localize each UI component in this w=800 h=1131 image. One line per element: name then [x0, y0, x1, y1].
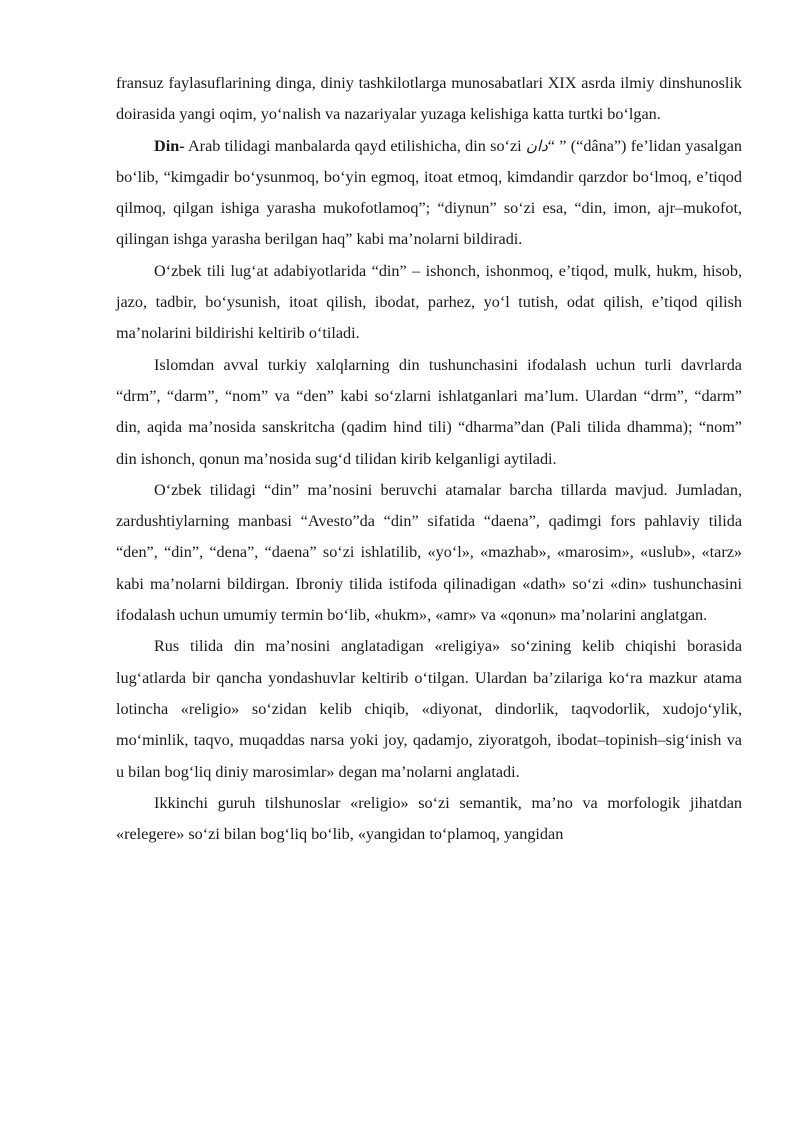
paragraph-5: O‘zbek tilidagi “din” ma’nosini beruvchi atamalar barcha tillarda mavjud. Jumladan, zardushtiylarning manbasi “Avesto”da “din” sifatida “daena”, qadimgi fors pahlaviy tilida “den”, “din”, “dena”, “daena” so‘zi ishlatilib, «yo‘l», «mazhab», «marosim», «uslub», «tarz» kabi ma’nolarni bildirgan. Ibroniy tilida istifoda qilinadigan «dath» so‘zi «din» tushunchasini ifodalash uchun umumiy termin bo‘lib, «hukm», «amr» va «qonun» ma’nolarini anglatgan. — [116, 480, 742, 625]
paragraph-7: Ikkinchi guruh tilshunoslar «religio» so‘zi semantik, ma’no va morfologik jihatdan «relegere» so‘zi bilan bog‘liq bo‘lib, «yangidan to‘plamoq, yangidan — [116, 793, 742, 844]
paragraph-3: O‘zbek tili lug‘at adabiyotlarida “din” – ishonch, ishonmoq, e’tiqod, mulk, hukm, hisob, jazo, tadbir, bo‘ysunish, itoat qilish, ibodat, parhez, yo‘l tutish, odat qilish, e’tiqod qilish ma’nolarini bildirishi keltirib o‘tiladi. — [116, 261, 742, 343]
term-din: Din- — [154, 136, 185, 155]
paragraph-2 — [116, 131, 742, 256]
paragraph-2-text-b: “ ” (“dâna”) fe’lidan yasalgan bo‘lib, “kimgadir bo‘ysunmoq, bo‘yin egmoq, itoat etmoq, kimdandir qarzdor bo‘lmoq, e’tiqod qilmoq, qilgan ishiga yarasha mukofotlamoq”; “diynun” so‘zi esa, “din, imon, ajr–mukofot, qilingan ishga yarasha berilgan haq” kabi ma’nolarni bildiradi. — [116, 136, 742, 249]
document-page — [116, 68, 742, 850]
paragraph-1: fransuz faylasuflarining dinga, diniy tashkilotlarga munosabatlari XIX asrda ilmiy dinshunoslik doirasida yangi oqim, yo‘nalish va nazariyalar yuzaga kelishiga katta turtki bo‘lgan. — [116, 74, 742, 124]
arabic-word: دان — [525, 136, 548, 155]
paragraph-2-text-a: Arab tilidagi manbalarda qayd etilishicha, din so‘zi — [184, 136, 526, 155]
paragraph-4: Islomdan avval turkiy xalqlarning din tushunchasini ifodalash uchun turli davrlarda “drm”, “darm”, “nom” va “den” kabi so‘zlarni ishlatganlari ma’lum. Ulardan “drm”, “darm” din, aqida ma’nosida sanskritcha (qadim hind tili) “dharma”dan (Pali tilida dhamma); “nom” din ishonch, qonun ma’nosida sug‘d tilidan kirib kelganligi aytiladi. — [116, 355, 742, 468]
paragraph-6: Rus tilida din ma’nosini anglatadigan «religiya» so‘zining kelib chiqishi borasida lug‘atlarda bir qancha yondashuvlar keltirib o‘tilgan. Ulardan ba’zilariga ko‘ra mazkur atama lotincha «religio» so‘zidan kelib chiqib, «diyonat, dindorlik, taqvodorlik, xudojo‘ylik, mo‘minlik, taqvo, muqaddas narsa yoki joy, qadamjo, ziyoratgoh, ibodat–topinish–sig‘inish va u bilan bog‘liq diniy marosimlar» degan ma’nolarni anglatadi. — [116, 637, 742, 781]
